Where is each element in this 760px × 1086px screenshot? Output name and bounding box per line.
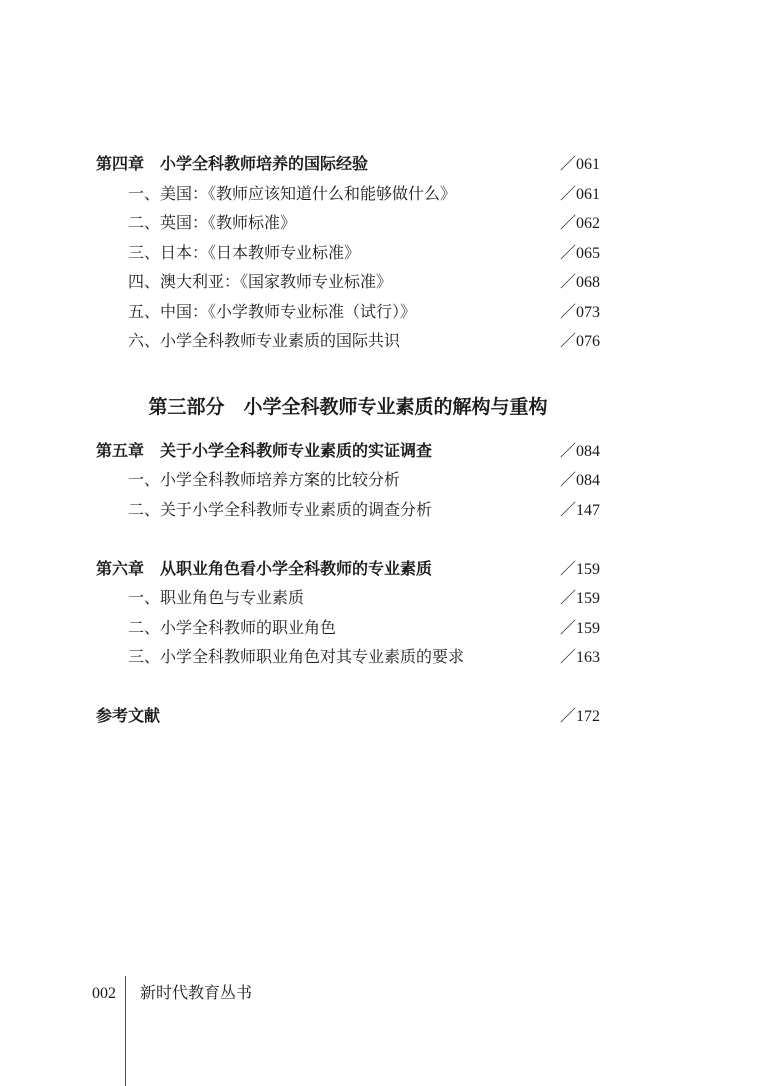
- toc-item[interactable]: [96, 495, 600, 525]
- page-number: ／159: [559, 560, 600, 578]
- page-number: ／061: [559, 185, 600, 203]
- section-title: 一、职业角色与专业素质: [128, 588, 305, 607]
- section-title: 二、小学全科教师的职业角色: [128, 617, 337, 637]
- toc-item[interactable]: [96, 642, 600, 672]
- references-title: 参考文献: [96, 706, 161, 725]
- toc-chapter-5[interactable]: [96, 436, 600, 466]
- section-title: 三、小学全科教师职业角色对其专业素质的要求: [128, 647, 465, 666]
- page-number: ／147: [559, 501, 600, 519]
- footer-series-title: 新时代教育丛书: [140, 983, 253, 1002]
- toc-item[interactable]: [96, 583, 600, 613]
- page-number: ／163: [559, 649, 600, 666]
- section-title: 四、澳大利亚：《国家教师专业标准》: [128, 272, 393, 291]
- page-number: ／061: [559, 156, 600, 173]
- section-title: 一、美国：《教师应该知道什么和能够做什么》: [128, 183, 457, 203]
- toc-item[interactable]: [96, 297, 600, 327]
- toc-item[interactable]: [96, 238, 600, 268]
- page-number: ／159: [559, 619, 600, 637]
- toc-item[interactable]: [96, 326, 600, 356]
- page-number: ／084: [559, 472, 600, 489]
- toc-chapter-4[interactable]: [96, 149, 600, 179]
- toc-item[interactable]: [96, 465, 600, 495]
- footer-page-number: 002: [92, 985, 116, 1002]
- table-of-contents: [96, 149, 600, 731]
- section-title: 二、英国：《教师标准》: [128, 213, 297, 232]
- page-number: ／073: [559, 303, 600, 321]
- page-number: ／065: [559, 244, 600, 262]
- toc-chapter-6[interactable]: [96, 554, 600, 584]
- toc-references[interactable]: [96, 701, 600, 731]
- toc-item[interactable]: [96, 613, 600, 643]
- chapter-title: 第四章 小学全科教师培养的国际经验: [96, 154, 369, 173]
- section-title: 二、关于小学全科教师专业素质的调查分析: [128, 499, 433, 519]
- toc-item[interactable]: [96, 267, 600, 297]
- chapter-title: 第六章 从职业角色看小学全科教师的专业素质: [96, 558, 433, 578]
- section-title: 三、日本：《日本教师专业标准》: [128, 242, 361, 262]
- section-title: 一、小学全科教师培养方案的比较分析: [128, 470, 401, 489]
- page-number: ／084: [559, 442, 600, 460]
- page-number: ／159: [559, 590, 600, 607]
- page-footer: [92, 980, 252, 1003]
- page-number: ／062: [559, 215, 600, 232]
- toc-item[interactable]: [96, 179, 600, 209]
- part-heading: 第三部分 小学全科教师专业素质的解构与重构: [148, 395, 548, 418]
- chapter-title: 第五章 关于小学全科教师专业素质的实证调查: [96, 440, 433, 460]
- spacer: [96, 524, 600, 554]
- page-number: ／068: [559, 274, 600, 291]
- section-title: 五、中国：《小学教师专业标准（试行）》: [128, 301, 417, 321]
- spacer: [96, 672, 600, 702]
- section-title: 六、小学全科教师专业素质的国际共识: [128, 331, 401, 350]
- page-number: ／172: [559, 708, 600, 725]
- toc-item[interactable]: [96, 208, 600, 238]
- page-number: ／076: [559, 333, 600, 350]
